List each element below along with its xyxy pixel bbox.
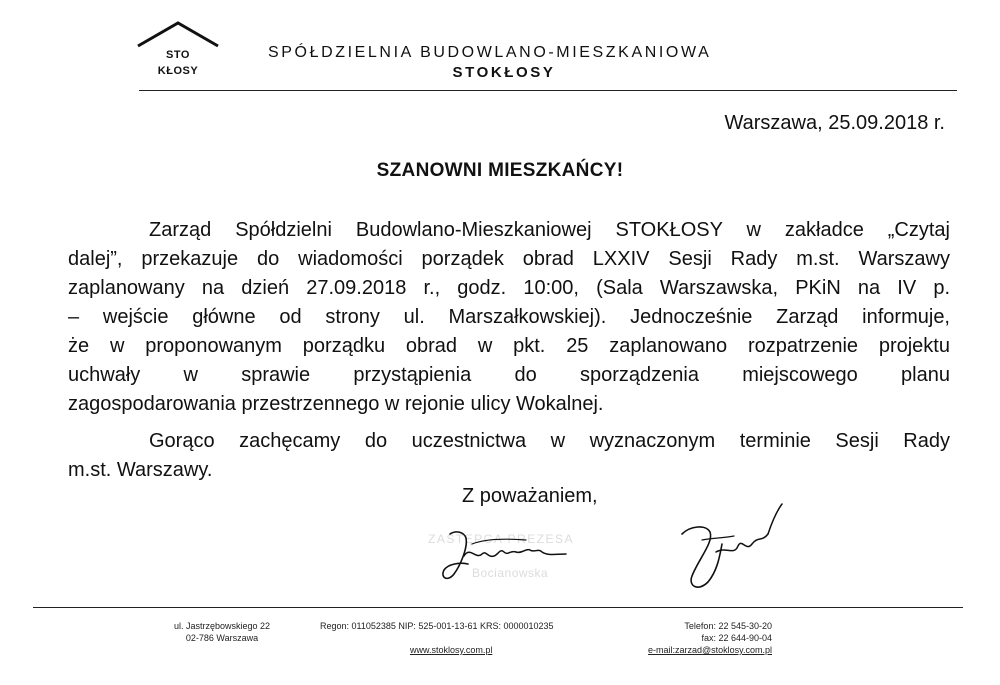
stamp-name: Bocianowska <box>472 566 549 580</box>
header-divider <box>139 90 957 91</box>
closing-phrase: Z poważaniem, <box>462 485 598 507</box>
organization-brand: STOKŁOSY <box>452 64 556 81</box>
address-city: 02-786 Warszawa <box>185 633 259 643</box>
footer-contact <box>600 620 772 656</box>
letter-date: Warszawa, 25.09.2018 r. <box>724 112 945 134</box>
paragraph-line: Zarząd Spółdzielni Budowlano-Mieszkaniowej STOKŁOSY w zakładce „Czytaj <box>149 219 950 241</box>
paragraph-line: zaplanowany na dzień 27.09.2018 r., godz. 10:00, (Sala Warszawska, PKiN na IV p. <box>68 277 950 299</box>
paragraph-announcement <box>68 216 950 419</box>
footer-registry: Regon: 011052385 NIP: 525-001-13-61 KRS: 0000010235 <box>320 621 554 631</box>
signature-right-image <box>672 500 792 595</box>
logo-bottom-word: KŁOSY <box>157 65 199 77</box>
paragraph-line: Gorąco zachęcamy do uczestnictwa w wyznaczonym terminie Sesji Rady <box>149 430 950 452</box>
website-link[interactable]: www.stoklosy.com.pl <box>410 645 493 655</box>
roof-icon <box>132 20 224 50</box>
company-logo <box>132 20 224 82</box>
paragraph-line: zagospodarowania przestrzennego w rejonie ulicy Wokalnej. <box>68 393 604 415</box>
paragraph-line: – wejście główne od strony ul. Marszałkowskiej). Jednocześnie Zarząd informuje, <box>68 306 950 328</box>
signature-left-image <box>430 526 580 586</box>
paragraph-invitation <box>68 427 950 485</box>
fax-number: fax: 22 644-90-04 <box>701 633 772 643</box>
salutation: SZANOWNI MIESZKAŃCY! <box>376 160 624 181</box>
paragraph-line: dalej”, przekazuje do wiadomości porządek obrad LXXIV Sesji Rady m.st. Warszawy <box>68 248 950 270</box>
footer-address <box>160 620 284 644</box>
logo-top-word: STO <box>166 49 190 61</box>
organization-name: SPÓŁDZIELNIA BUDOWLANO-MIESZKANIOWA <box>268 44 712 61</box>
stamp-title: ZASTĘPCA PREZESA <box>428 532 575 546</box>
email-link[interactable]: e-mail:zarzad@stoklosy.com.pl <box>647 645 772 655</box>
paragraph-line: uchwały w sprawie przystąpienia do sporządzenia miejscowego planu <box>68 364 950 386</box>
address-street: ul. Jastrzębowskiego 22 <box>173 621 271 631</box>
footer-divider <box>33 607 963 608</box>
phone-number: Telefon: 22 545-30-20 <box>684 621 772 631</box>
paragraph-line: m.st. Warszawy. <box>68 459 213 481</box>
paragraph-line: że w proponowanym porządku obrad w pkt. 25 zaplanowano rozpatrzenie projektu <box>68 335 950 357</box>
